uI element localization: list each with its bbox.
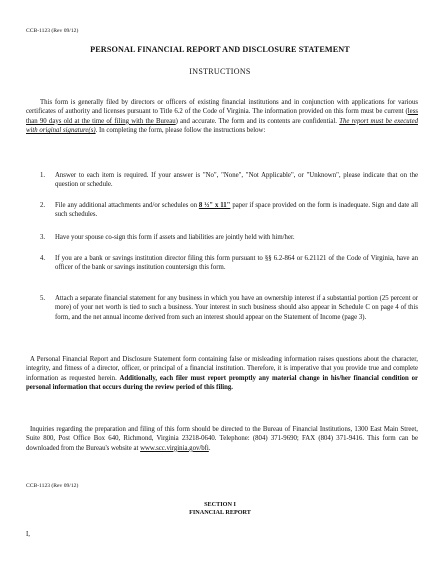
form-id-header: CCB-1123 (Rev 09/12) [26, 28, 79, 34]
section-subtitle: FINANCIAL REPORT [189, 509, 251, 516]
instructions-heading: INSTRUCTIONS [189, 67, 251, 76]
document-title: PERSONAL FINANCIAL REPORT AND DISCLOSURE STATEMENT [90, 45, 350, 54]
inquiries-paragraph: Inquiries regarding the preparation and filing of this form should be directed to the Bureau of Financial Institutions, 1300 East Main Street, Suite 800, Post Office Box 640, Richmond, Virginia 23218-0640. Telephone: (804) 371-9690; FAX (804) 371-9416. This form can be downloaded from the Bureau's website at www.scc.virginia.gov/bfi. [26, 426, 418, 452]
document-page: CCB-1123 (Rev 09/12) PERSONAL FINANCIAL REPORT AND DISCLOSURE STATEMENT INSTRUCTIONS This form is generally filed by directors or officers of existing financial institutions and in conjunction with applications for various certificates of authority and licenses pursuant to Title 6.2 of the Code of Virginia. The information provided on this form must be current (less than 90 days old at the time of filing with the Bureau) and accurate. The form and its contents are confidential. The report must be executed with original signature(s). In completing the form, please follow the instructions below: 1. Answer to each item is required. If your answer is "No", "None", "Not Applicable", or "Unknown", please indicate that on the question or schedule. 2. File any additional attachments and/or schedules on 8 ½" x 11" paper if space provided on the form is inadequate. Sign and date all such schedules. 3. Have your spouse co-sign this form if assets and liabilities are jointly held with him/her. 4. If you are a bank or savings institution director filing this form pursuant to §§ 6.2-864 or 6.21121 of the Code of Virginia, have an officer of the bank or savings institution countersign this form. 5. Attach a separate financial statement for any business in which you have an ownership interest if a substantial portion (25 percent or more) of your net worth is tied to such a business. Your interest in such business should also appear in Schedule C on page 4 of this form, and the net annual income derived from such an interest should appear on the Statement of Income (page 3). A Personal Financial Report and Disclosure Statement form containing false or misleading information raises questions about the character, integrity, and fitness of a director, officer, or principal of a financial institution. Therefore, it is imperative that you provide true and complete information as requested herein. Additionally, each filer must report promptly any material change in his/her financial condition or personal information that occurs during the review period of this filing. Inquiries regarding the preparation and filing of this form should be directed to the Bureau of Financial Institutions, 1300 East Main Street, Suite 800, Post Office Box 640, Richmond, Virginia 23218-0640. Telephone: (804) 371-9690; FAX (804) 371-9416. This form can be downloaded from the Bureau's website at www.scc.virginia.gov/bfi. CCB-1123 (Rev 09/12) SECTION I FINANCIAL REPORT I, [0, 0, 440, 569]
signature-line-start: I, [26, 531, 30, 538]
section-title: SECTION I [204, 501, 236, 508]
warning-paragraph: A Personal Financial Report and Disclosure Statement form containing false or misleading information raises questions about the character, integrity, and fitness of a director, officer, or principal of a financial institution. Therefore, it is imperative that you provide true and complete information as requested herein. Additionally, each filer must report promptly any material change in his/her financial condition or personal information that occurs during the review period of this filing. [26, 356, 418, 392]
intro-paragraph: This form is generally filed by directors or officers of existing financial institutions and in conjunction with applications for various certificates of authority and licenses pursuant to Title 6.2 of the Code of Virginia. The information provided on this form must be current (less than 90 days old at the time of filing with the Bureau) and accurate. The form and its contents are confidential. The report must be executed with original signature(s). In completing the form, please follow the instructions below: [26, 99, 418, 135]
bureau-website-link[interactable]: www.scc.virginia.gov/bfi [140, 444, 209, 452]
form-id-footer: CCB-1123 (Rev 09/12) [26, 483, 79, 489]
